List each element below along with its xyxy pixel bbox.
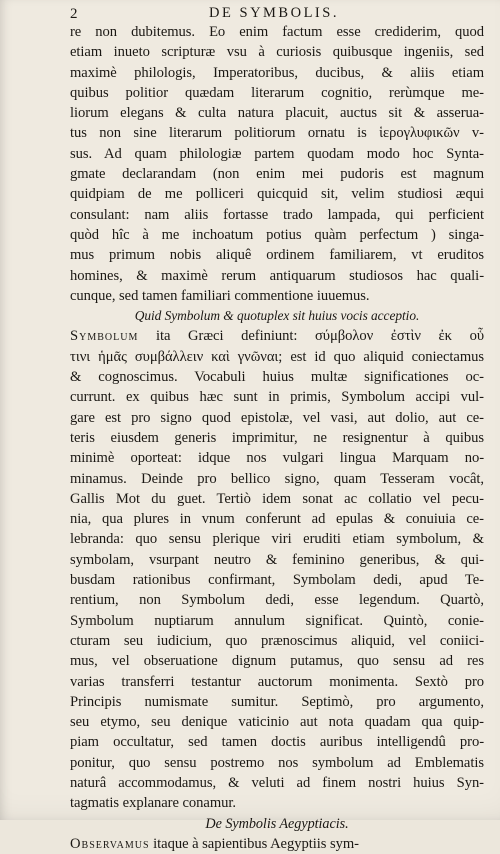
- text-line: tagmatis explanare conamur.: [70, 795, 237, 812]
- text-line: homines, & maximè rerum antiquarum studiosos hac quali-: [70, 267, 484, 284]
- text-line: piam occultatur, sed tamen doctis auribus intelligendû pro-: [70, 734, 484, 751]
- side-heading-2: De Symbolis Aegyptiacis.: [205, 815, 349, 832]
- text-line: Principis numismate sumitur. Septimò, pro argumento,: [70, 693, 484, 710]
- text-line: teris eiusdem generis imprimitur, ne resignentur à quibus: [70, 429, 484, 446]
- text-line: sus. Ad quam philologiæ partem quodam modo hoc Synta-: [70, 145, 484, 162]
- text-line: seu etymo, seu denique vaticinio aut nota quadam qua quip-: [70, 714, 484, 731]
- text-line: cturam seu iudicium, quo prænoscimus aliquid, vel coniici-: [70, 632, 484, 649]
- text-body: [70, 22, 484, 854]
- text-line: gmate declarandam (non enim mei pudoris est magnum: [70, 166, 484, 183]
- paragraph-2-lead-rest: ita Græci definiunt: σύμβολον ἐστὶν ἐκ οὗ: [138, 328, 484, 345]
- text-line: symbolam, vsurpant neutro & feminino generibus, & qui-: [70, 551, 484, 568]
- text-line: Symbolum nuptiarum annulum significat. Quintò, conie-: [70, 612, 484, 629]
- text-line: currunt. ex quibus hæc sunt in primis, Symbolum accipi vul-: [70, 389, 484, 406]
- text-line: minamus. Deinde pro bellico signo, quam Tesseram vocât,: [70, 470, 484, 487]
- text-line: consulant: nam aliis fortasse trado lampada, qui perficient: [70, 206, 484, 223]
- paragraph-3-lead: Observamus: [70, 835, 150, 852]
- text-line: quidpiam de me polliceri quicquid sit, velim studiosi æqui: [70, 186, 484, 203]
- page-header: [64, 4, 484, 22]
- text-line: ponitur, quo sensu postremo nos symbolum ad Emblematis: [70, 754, 484, 771]
- paragraph-3-first-line: [70, 834, 484, 854]
- text-line: lebranda: quo sensu plerique viri eruditi etiam symbolum, &: [70, 531, 484, 548]
- paragraph-2: [70, 347, 484, 814]
- text-line: minimè oporteat: idque nos vulgari lingua Marquam no-: [70, 450, 484, 467]
- text-line: naturâ accommodamus, & veluti ad finem nostri huius Syn-: [70, 774, 484, 791]
- text-line: cunque, sed tamen familiari commentione iuuemus.: [70, 287, 370, 304]
- text-line: quòd hîc à me inchoatum potius quàm perfectum ) singa-: [70, 226, 484, 243]
- paragraph-3-rest: itaque à sapientibus Aegyptiis sym-: [149, 835, 359, 852]
- text-line: & cognoscimus. Vocabuli huius multæ significationes oc-: [70, 369, 484, 386]
- paragraph-1: [70, 22, 484, 306]
- paragraph-2-first-line: [70, 326, 484, 346]
- text-line: maximè philologis, Imperatoribus, ducibus, & aliis etiam: [70, 64, 484, 81]
- paragraph-2-lead: Symbolum: [70, 328, 139, 345]
- text-line: etiam inueto scripturæ vsu à curiosis quibusque ingeniis, sed: [70, 44, 484, 61]
- text-line: varias transferri testantur auctorum monimenta. Sextò pro: [70, 673, 484, 690]
- text-line: re non dubitemus. Eo enim factum esse crediderim, quod: [70, 24, 484, 40]
- text-line: gare est pro signo quod epistolæ, vel vasi, aut dolio, aut ce-: [70, 409, 484, 426]
- text-line: Gallis Mot du guet. Tertiò idem sonat ac collatio vel pecu-: [70, 490, 484, 507]
- text-line: mus primum nobis aliquê ordinem familiarem, vt eruditos: [70, 247, 484, 264]
- text-line: τινι ἡμᾶς συμβάλλειν καὶ γνῶναι; est id quo aliquid coniectamus: [70, 348, 484, 365]
- side-heading-1: Quid Symbolum & quotuplex sit huius vocis acceptio.: [134, 308, 420, 324]
- running-title: DE SYMBOLIS.: [209, 5, 339, 21]
- text-line: busdam rationibus confirmant, Symbolam dedi, apud Te-: [70, 572, 484, 589]
- page-number: 2: [70, 6, 78, 22]
- text-line: rentium, non Symbolum dedi, esse legendum. Quartò,: [70, 592, 484, 609]
- text-line: nia, qua plures in vnum conferunt ad epulas & conuiuia ce-: [70, 511, 484, 528]
- text-line: liorum elegans & culta natura placuit, auctus sit & asserua-: [70, 105, 484, 122]
- text-line: quibus politior quædam literarum cognitio, rerùmque me-: [70, 84, 484, 101]
- text-line: mus, vel obseruatione dignum putamus, quo sensu ad res: [70, 653, 484, 670]
- text-line: tus non sine literarum politiorum ornatu is ἱερογλυφικῶν v-: [70, 125, 484, 142]
